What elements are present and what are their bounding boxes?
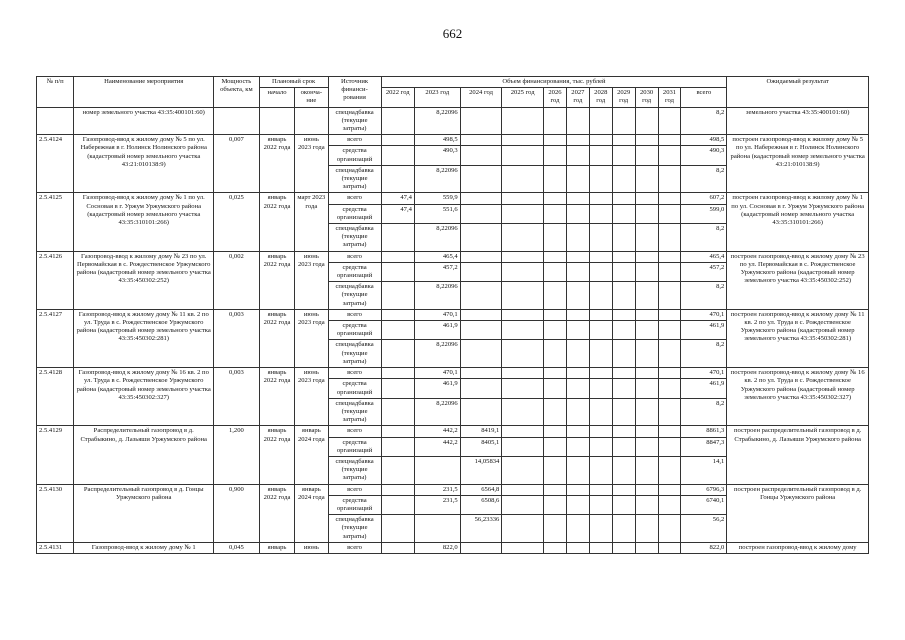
item-source: спецнадбавка (текущие затраты) xyxy=(328,340,381,368)
item-start: январь 2022 года xyxy=(259,309,294,367)
item-num: 2.5.4124 xyxy=(37,135,74,193)
item-source: всего xyxy=(328,426,381,437)
header-year: 2025 год xyxy=(502,88,544,107)
value-2024 xyxy=(460,309,502,320)
item-num: 2.5.4127 xyxy=(37,309,74,367)
value-2022: 47,4 xyxy=(381,193,414,204)
value-total: 461,9 xyxy=(681,321,727,340)
item-capacity: 0,900 xyxy=(213,484,259,542)
item-name: Газопровод-ввод к жилому дому № 5 по ул. Набережная в г. Нолинск Нолинского района (кадастровый номер земельного участка 43:21:010138:9) xyxy=(74,135,214,193)
item-end: январь 2024 года xyxy=(295,426,328,484)
value-2023: 461,9 xyxy=(414,379,460,398)
header-start: начало xyxy=(259,88,294,107)
value-2023: 465,4 xyxy=(414,251,460,262)
item-source: средства организаций xyxy=(328,437,381,456)
item-num: 2.5.4125 xyxy=(37,193,74,251)
item-result: построен газопровод-ввод к жилому дому № 1 по ул. Сосновая в г. Уржум Уржумского района (кадастровый номер земельного участка 43:35:310101:266) xyxy=(727,193,869,251)
value-2024 xyxy=(460,135,502,146)
page-number: 662 xyxy=(442,26,463,41)
item-result: построен распределительный газопровод в д. Гонцы Уржумского района xyxy=(727,484,869,542)
header-name: Наименование мероприятия xyxy=(74,77,214,108)
value-2024: 8405,1 xyxy=(460,437,502,456)
value-2023: 498,5 xyxy=(414,135,460,146)
funding-table xyxy=(36,76,869,554)
item-result: построен газопровод-ввод к жилому дому № 23 по ул. Первомайская в с. Рождественское Уржумского района (кадастровый номер земельного участка 43:35:450302:252) xyxy=(727,251,869,309)
value-total: 490,3 xyxy=(681,146,727,165)
item-source: средства организаций xyxy=(328,379,381,398)
value-2023: 8,22096 xyxy=(414,340,460,368)
item-row xyxy=(37,368,869,379)
value-total: 8,2 xyxy=(681,398,727,426)
value-2023: 8,22096 xyxy=(414,165,460,193)
item-end: июнь 2023 года xyxy=(295,368,328,426)
item-capacity: 0,002 xyxy=(213,251,259,309)
header-year: 2028 год xyxy=(589,88,612,107)
continuation-row xyxy=(37,107,869,135)
continuation-2023: 8,22096 xyxy=(414,107,460,135)
value-2022 xyxy=(381,340,414,368)
value-2022 xyxy=(381,515,414,543)
value-2023: 559,9 xyxy=(414,193,460,204)
item-start: январь 2022 года xyxy=(259,484,294,542)
value-2024: 8419,1 xyxy=(460,426,502,437)
value-2022 xyxy=(381,495,414,514)
value-2023: 231,5 xyxy=(414,495,460,514)
header-year: 2030 год xyxy=(635,88,658,107)
value-total: 465,4 xyxy=(681,251,727,262)
value-2023: 490,3 xyxy=(414,146,460,165)
value-2022 xyxy=(381,426,414,437)
item-capacity: 0,003 xyxy=(213,368,259,426)
value-2022 xyxy=(381,321,414,340)
item-start: январь xyxy=(259,542,294,553)
header-year: 2024 год xyxy=(460,88,502,107)
value-2022 xyxy=(381,262,414,281)
item-end: июнь 2023 года xyxy=(295,309,328,367)
item-source: спецнадбавка (текущие затраты) xyxy=(328,224,381,252)
item-source: всего xyxy=(328,368,381,379)
value-2024 xyxy=(460,224,502,252)
value-2023: 822,0 xyxy=(414,542,460,553)
value-2022 xyxy=(381,165,414,193)
item-row xyxy=(37,193,869,204)
value-2023: 8,22096 xyxy=(414,398,460,426)
header-year: 2031 год xyxy=(658,88,681,107)
value-total: 8,2 xyxy=(681,224,727,252)
value-2024 xyxy=(460,398,502,426)
item-capacity: 0,003 xyxy=(213,309,259,367)
value-2022 xyxy=(381,456,414,484)
value-2024 xyxy=(460,251,502,262)
value-total: 56,2 xyxy=(681,515,727,543)
value-total: 8861,3 xyxy=(681,426,727,437)
value-2024: 14,05834 xyxy=(460,456,502,484)
item-capacity: 0,007 xyxy=(213,135,259,193)
value-2024: 56,23336 xyxy=(460,515,502,543)
header-year: 2022 год xyxy=(381,88,414,107)
item-row xyxy=(37,484,869,495)
continuation-result: земельного участка 43:35:400101:60) xyxy=(727,107,869,135)
item-source: всего xyxy=(328,193,381,204)
value-total: 822,0 xyxy=(681,542,727,553)
header-num: № п/п xyxy=(37,77,74,108)
item-end: январь 2024 года xyxy=(295,484,328,542)
value-2023: 470,1 xyxy=(414,309,460,320)
item-name: Газопровод-ввод к жилому дому № 11 кв. 2 по ул. Труда в с. Рождественское Уржумского района (кадастровый номер земельного участка 43:35:450302:281) xyxy=(74,309,214,367)
item-start: январь 2022 года xyxy=(259,426,294,484)
item-start: январь 2022 года xyxy=(259,135,294,193)
header-year: всего xyxy=(681,88,727,107)
item-num: 2.5.4128 xyxy=(37,368,74,426)
item-num: 2.5.4130 xyxy=(37,484,74,542)
value-2022 xyxy=(381,135,414,146)
value-2022 xyxy=(381,437,414,456)
value-total: 461,9 xyxy=(681,379,727,398)
continuation-name: номер земельного участка 43:35:400101:60) xyxy=(74,107,214,135)
value-total: 8,2 xyxy=(681,282,727,310)
value-2024: 6564,8 xyxy=(460,484,502,495)
item-name: Газопровод-ввод к жилому дому № 16 кв. 2 по ул. Труда в с. Рождественское Уржумского района (кадастровый номер земельного участка 43:35:450302:327) xyxy=(74,368,214,426)
value-2022 xyxy=(381,309,414,320)
item-row xyxy=(37,426,869,437)
value-2024 xyxy=(460,321,502,340)
item-row-last xyxy=(37,542,869,553)
value-total: 470,1 xyxy=(681,368,727,379)
item-source: спецнадбавка (текущие затраты) xyxy=(328,282,381,310)
item-source: средства организаций xyxy=(328,495,381,514)
value-2023 xyxy=(414,515,460,543)
value-2023: 231,5 xyxy=(414,484,460,495)
item-source: спецнадбавка (текущие затраты) xyxy=(328,398,381,426)
header-year: 2029 год xyxy=(612,88,635,107)
value-2024 xyxy=(460,368,502,379)
value-2024 xyxy=(460,379,502,398)
value-total: 6740,1 xyxy=(681,495,727,514)
value-total: 457,2 xyxy=(681,262,727,281)
value-2023: 8,22096 xyxy=(414,282,460,310)
item-name: Распределительный газопровод в д. Гонцы Уржумского района xyxy=(74,484,214,542)
item-source: средства организаций xyxy=(328,262,381,281)
value-2024 xyxy=(460,193,502,204)
header-result: Ожидаемый результат xyxy=(727,77,869,108)
value-2023: 442,2 xyxy=(414,437,460,456)
value-2024 xyxy=(460,146,502,165)
header-year: 2023 год xyxy=(414,88,460,107)
header-end: оконча-ние xyxy=(295,88,328,107)
item-source: всего xyxy=(328,309,381,320)
item-source: средства организаций xyxy=(328,146,381,165)
item-source: спецнадбавка (текущие затраты) xyxy=(328,165,381,193)
item-start: январь 2022 года xyxy=(259,193,294,251)
item-result: построен газопровод-ввод к жилому дому № 11 кв. 2 по ул. Труда в с. Рождественское Уржумского района (кадастровый номер земельного участка 43:35:450302:281) xyxy=(727,309,869,367)
value-total: 599,0 xyxy=(681,204,727,223)
value-2024 xyxy=(460,204,502,223)
value-2024 xyxy=(460,340,502,368)
header-year: 2027 год xyxy=(566,88,589,107)
header-funding: Объем финансирования, тыс. рублей xyxy=(381,77,727,88)
value-2023 xyxy=(414,456,460,484)
value-2022 xyxy=(381,379,414,398)
value-2022 xyxy=(381,484,414,495)
item-row xyxy=(37,309,869,320)
item-capacity: 1,200 xyxy=(213,426,259,484)
value-total: 8,2 xyxy=(681,340,727,368)
item-num: 2.5.4126 xyxy=(37,251,74,309)
item-end: март 2023 года xyxy=(295,193,328,251)
value-2023: 470,1 xyxy=(414,368,460,379)
value-2024: 6508,6 xyxy=(460,495,502,514)
item-name: Газопровод-ввод к жилому дому № 1 xyxy=(74,542,214,553)
value-2024 xyxy=(460,282,502,310)
value-2023: 551,6 xyxy=(414,204,460,223)
item-source: спецнадбавка (текущие затраты) xyxy=(328,456,381,484)
item-capacity: 0,045 xyxy=(213,542,259,553)
value-2024 xyxy=(460,262,502,281)
item-end: июнь 2023 года xyxy=(295,135,328,193)
item-name: Распределительный газопровод в д. Страбыкино, д. Лазьяши Уржумского района xyxy=(74,426,214,484)
item-source: спецнадбавка (текущие затраты) xyxy=(328,515,381,543)
item-capacity: 0,025 xyxy=(213,193,259,251)
value-2022: 47,4 xyxy=(381,204,414,223)
header-source: Источник финанси-рования xyxy=(328,77,381,108)
header-plan-period: Плановый срок xyxy=(259,77,328,88)
item-num: 2.5.4129 xyxy=(37,426,74,484)
item-result: построен газопровод-ввод к жилому дому xyxy=(727,542,869,553)
value-total: 498,5 xyxy=(681,135,727,146)
value-2022 xyxy=(381,368,414,379)
value-2022 xyxy=(381,224,414,252)
value-total: 8847,3 xyxy=(681,437,727,456)
value-2023: 461,9 xyxy=(414,321,460,340)
value-2023: 8,22096 xyxy=(414,224,460,252)
item-end: июнь 2023 года xyxy=(295,251,328,309)
value-total: 8,2 xyxy=(681,165,727,193)
value-2023: 442,2 xyxy=(414,426,460,437)
continuation-source: спецнадбавка (текущие затраты) xyxy=(328,107,381,135)
item-source: всего xyxy=(328,542,381,553)
value-2022 xyxy=(381,282,414,310)
value-2022 xyxy=(381,398,414,426)
item-source: средства организаций xyxy=(328,204,381,223)
item-start: январь 2022 года xyxy=(259,368,294,426)
item-row xyxy=(37,251,869,262)
item-name: Газопровод-ввод к жилому дому № 23 по ул. Первомайская в с. Рождественское Уржумского района (кадастровый номер земельного участка 43:35:450302:252) xyxy=(74,251,214,309)
value-total: 14,1 xyxy=(681,456,727,484)
value-total: 6796,3 xyxy=(681,484,727,495)
value-2023: 457,2 xyxy=(414,262,460,281)
item-source: всего xyxy=(328,251,381,262)
item-start: январь 2022 года xyxy=(259,251,294,309)
item-source: средства организаций xyxy=(328,321,381,340)
item-result: построен газопровод-ввод к жилому дому № 16 кв. 2 по ул. Труда в с. Рождественское Уржумского района (кадастровый номер земельного участка 43:35:450302:327) xyxy=(727,368,869,426)
value-total: 470,1 xyxy=(681,309,727,320)
continuation-total: 8,2 xyxy=(681,107,727,135)
item-source: всего xyxy=(328,484,381,495)
header-capacity: Мощность объекта, км xyxy=(213,77,259,108)
item-source: всего xyxy=(328,135,381,146)
value-2024 xyxy=(460,165,502,193)
item-name: Газопровод-ввод к жилому дому № 1 по ул. Сосновая в г. Уржум Уржумского района (кадастровый номер земельного участка 43:35:310101:266) xyxy=(74,193,214,251)
item-result: построен распределительный газопровод в д. Страбыкино, д. Лазьяши Уржумского района xyxy=(727,426,869,484)
value-total: 607,2 xyxy=(681,193,727,204)
value-2022 xyxy=(381,251,414,262)
item-result: построен газопровод-ввод к жилому дому № 5 по ул. Набережная в г. Нолинск Нолинского района (кадастровый номер земельного участка 43:21:010138:9) xyxy=(727,135,869,193)
header-year: 2026 год xyxy=(544,88,567,107)
item-num: 2.5.4131 xyxy=(37,542,74,553)
value-2022 xyxy=(381,146,414,165)
item-end: июнь xyxy=(295,542,328,553)
item-row xyxy=(37,135,869,146)
